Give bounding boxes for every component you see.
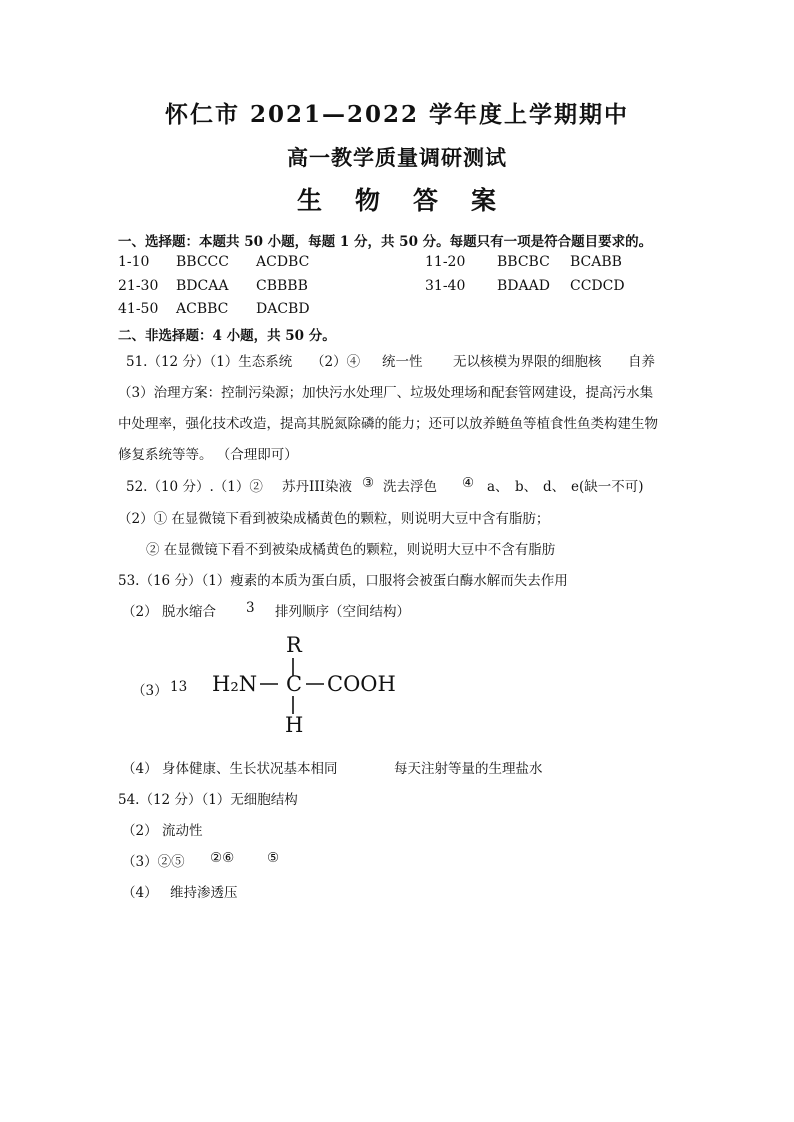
q52-part7: b、: [515, 479, 538, 495]
answer-group-b: CCDCD: [570, 278, 625, 294]
q52-part9: e(缺一不可): [571, 479, 644, 495]
amino-acid-structural-formula: [210, 634, 410, 739]
q54-part4: ②⑥: [210, 850, 235, 866]
q51-part4: 无以核模为界限的细胞核: [453, 354, 602, 370]
formula-top: R: [286, 634, 302, 657]
answer-range: 11-20: [425, 254, 466, 270]
q51-part3: 统一性: [382, 354, 423, 370]
answer-group-b: ACDBC: [256, 254, 310, 270]
q52-part6: a、: [487, 479, 509, 495]
answer-group-b: BCABB: [570, 254, 622, 270]
q52-part4: 洗去浮色: [383, 479, 437, 495]
q52-part2: 苏丹III染液: [282, 479, 352, 495]
q53-part5: （4）: [122, 761, 158, 777]
q53-line3-value: 13: [170, 679, 188, 695]
q53-part3: 3: [246, 600, 255, 616]
answer-range: 1-10: [118, 254, 150, 270]
formula-svg: [210, 634, 410, 739]
answer-range: 41-50: [118, 301, 159, 317]
q54-line1: 54.（12 分）（1）无细胞结构: [118, 792, 298, 808]
subject-title: [0, 181, 794, 217]
formula-right: COOH: [327, 672, 396, 696]
q53-part4: 排列顺序（空间结构）: [275, 604, 410, 620]
q52-line2: （2）① 在显微镜下看到被染成橘黄色的颗粒，则说明大豆中含有脂肪；: [118, 511, 550, 527]
answer-range: 21-30: [118, 278, 159, 294]
q52-line3: ② 在显微镜下看不到被染成橘黄色的颗粒，则说明大豆中不含有脂肪: [146, 542, 556, 558]
exam-subtitle: 高一教学质量调研测试: [287, 145, 507, 170]
q53-part7: 每天注射等量的生理盐水: [394, 761, 543, 777]
subject-char-2: 物: [354, 186, 381, 215]
q52-part8: d、: [543, 479, 566, 495]
q54-part2: 流动性: [162, 823, 203, 839]
answer-group-a: BBCCC: [176, 254, 229, 270]
q52-part5: ④: [462, 475, 475, 491]
q54-part6: （4）: [122, 885, 158, 901]
section1-heading: 一、选择题：本题共 50 小题，每题 1 分，共 50 分。每题只有一项是符合题目要求的。: [118, 234, 653, 250]
q54-part5: ⑤: [267, 850, 280, 866]
answer-group-b: CBBBB: [256, 278, 308, 294]
section2-heading: 二、非选择题：4 小题，共 50 分。: [118, 328, 336, 344]
answer-group-a: ACBBC: [176, 301, 229, 317]
q53-part2: 脱水缩合: [162, 604, 216, 620]
q52-part1: 52.（10 分）.（1）②: [126, 479, 263, 495]
formula-left: H₂N: [212, 672, 258, 696]
q53-line3-label: （3）: [132, 683, 168, 699]
answer-range: 31-40: [425, 278, 466, 294]
q51-part2: （2）④: [311, 354, 361, 370]
answer-group-a: BDCAA: [176, 278, 229, 294]
q53-line1: 53.（16 分）（1）瘦素的本质为蛋白质，口服将会被蛋白酶水解而失去作用: [118, 573, 568, 589]
q51-line2: （3）治理方案：控制污染源；加快污水处理厂、垃圾处理场和配套管网建设，提高污水集: [118, 385, 654, 401]
subject-char-1: 生: [296, 186, 323, 215]
q51-line3: 中处理率，强化技术改造，提高其脱氮除磷的能力；还可以放养鲢鱼等植食性鱼类构建生物: [118, 416, 658, 432]
q51-part1: 51.（12 分）（1）生态系统: [126, 354, 293, 370]
exam-title: 怀仁市 2021—2022 学年度上学期期中: [164, 101, 630, 128]
formula-center: C: [286, 672, 303, 696]
answer-group-a: BBCBC: [497, 254, 550, 270]
q51-part5: 自养: [628, 354, 655, 370]
q52-part3: ③: [362, 475, 375, 491]
q54-part1: （2）: [122, 823, 158, 839]
answer-group-b: DACBD: [256, 301, 310, 317]
answer-group-a: BDAAD: [497, 278, 550, 294]
q51-line4: 修复系统等等。 （合理即可）: [118, 447, 298, 463]
subject-char-4: 案: [471, 186, 498, 215]
q54-part3: （3）②⑤: [122, 854, 185, 870]
q53-part6: 身体健康、生长状况基本相同: [162, 761, 338, 777]
q53-part1: （2）: [122, 604, 158, 620]
formula-bottom: H: [285, 713, 304, 737]
q54-part7: 维持渗透压: [170, 885, 238, 901]
subject-char-3: 答: [413, 186, 440, 215]
